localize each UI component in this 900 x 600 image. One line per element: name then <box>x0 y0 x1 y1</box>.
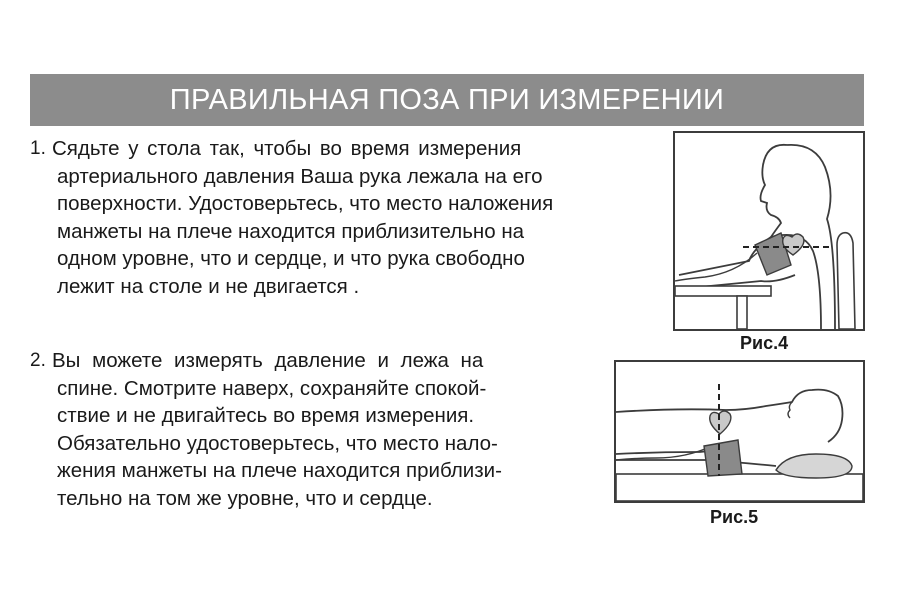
step-text-line: Обязательно удостоверьтесь, что место нало- <box>57 431 498 455</box>
figure-5-caption: Рис.5 <box>710 507 759 527</box>
step-text-line: поверхности. Удостоверьтесь, что место наложения <box>57 192 554 215</box>
step-text-line: артериального давления Ваша рука лежала на его <box>57 164 543 188</box>
seated-measurement-illustration <box>675 133 863 329</box>
instruction-step-2 <box>30 347 590 512</box>
step-number: 2. <box>30 350 46 371</box>
pillow <box>776 454 852 478</box>
arm-outline <box>679 237 771 275</box>
step-text-line: ствие и не двигайтесь во время измерения. <box>57 404 475 427</box>
body-lower-outline <box>616 460 776 466</box>
lying-measurement-illustration <box>616 362 863 501</box>
table-leg <box>737 296 747 329</box>
step-text-line: жения манжеты на плече находится приблизи- <box>57 459 502 482</box>
blood-pressure-cuff <box>704 440 742 476</box>
section-title-banner <box>30 74 864 126</box>
figure-4-seated <box>673 131 865 331</box>
step-text-line: манжеты на плече находится приблизительно на <box>57 219 525 243</box>
step-text-line: лежит на столе и не двигается . <box>57 274 360 298</box>
step-number: 1. <box>30 138 46 159</box>
section-title: ПРАВИЛЬНАЯ ПОЗА ПРИ ИЗМЕРЕНИИ <box>169 83 725 116</box>
step-text-line: тельно на том же уровне, что и сердце. <box>57 486 433 510</box>
table-top <box>675 286 771 296</box>
step-text-line: спине. Смотрите наверх, сохраняйте спокой- <box>57 376 487 400</box>
figure-4-caption: Рис.4 <box>740 333 789 353</box>
face-profile <box>788 402 792 418</box>
instruction-step-1 <box>30 135 645 300</box>
step-text-line: Сядьте у стола так, чтобы во время измерения <box>52 137 522 160</box>
figure-5-lying <box>614 360 865 503</box>
chair-back <box>837 233 855 329</box>
heart-icon <box>710 411 731 434</box>
step-text-line: Вы можете измерять давление и лежа на <box>52 349 484 372</box>
step-text-line: одном уровне, что и сердце, и что рука свободно <box>57 247 525 270</box>
